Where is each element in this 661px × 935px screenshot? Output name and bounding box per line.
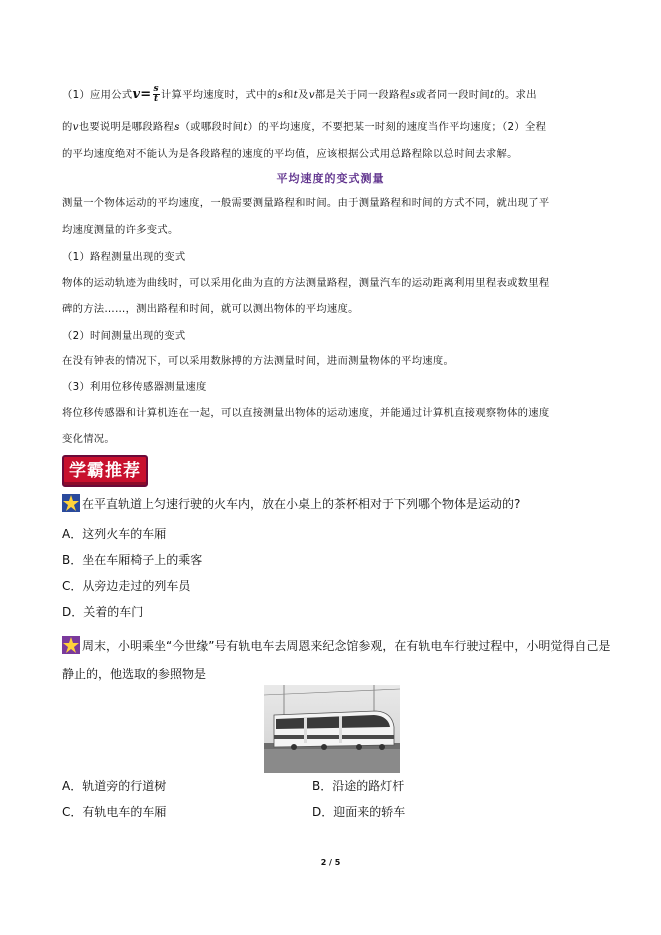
sub2-text: 在没有钟表的情况下，可以采用数脉搏的方法测量时间，进而测量物体的平均速度。	[62, 355, 455, 367]
note-text: （1）应用公式	[62, 89, 133, 101]
formula-numerator: s	[153, 84, 159, 94]
question-2-text: 周末，小明乘坐“今世缘”号有轨电车去周恩来纪念馆参观，在有轨电车行驶过程中，小明觉得自己是	[82, 639, 611, 653]
q2-option-b: B．沿途的路灯杆	[312, 779, 405, 793]
note-line-1	[62, 82, 607, 108]
var-v: v	[72, 121, 79, 133]
note-text: 都是关于同一段路程	[314, 89, 411, 101]
question-1-stem	[62, 490, 520, 518]
formula	[132, 82, 160, 108]
q1-option-a: A．这列火车的车厢	[62, 527, 167, 541]
var-t: t	[293, 89, 299, 101]
q1-option-c: C．从旁边走过的列车员	[62, 579, 191, 593]
var-t: t	[490, 89, 495, 101]
note-text: 或者同一段时间	[415, 89, 490, 101]
note-text: 也要说明是哪段路程	[78, 121, 175, 133]
q1-option-d: D．关着的车门	[62, 605, 144, 619]
formula-v: v	[132, 87, 141, 102]
q1-option-b: B．坐在车厢椅子上的乘客	[62, 553, 203, 567]
var-s: s	[410, 89, 416, 101]
sub3-title: （3）利用位移传感器测量速度	[62, 381, 207, 393]
var-s: s	[277, 89, 284, 101]
note-text: 及	[298, 89, 309, 101]
note-text: 计算平均速度时，式中的	[160, 89, 278, 101]
note-line-2	[62, 114, 607, 140]
sub1-title: （1）路程测量出现的变式	[62, 251, 186, 263]
recommend-badge: 学霸推荐	[62, 455, 148, 487]
note-text: ）的平均速度，不要把某一时刻的速度当作平均速度；（2）全程	[247, 121, 547, 133]
page-number: 2 / 5	[320, 858, 341, 867]
tram-photo	[264, 685, 400, 773]
section-heading: 平均速度的变式测量	[276, 172, 385, 185]
formula-fraction	[153, 85, 160, 104]
var-t: t	[243, 121, 248, 133]
question-1-text: 在平直轨道上匀速行驶的火车内，放在小桌上的茶杯相对于下列哪个物体是运动的?	[82, 497, 521, 511]
formula-denominator: t	[153, 94, 159, 104]
section-intro-1: 测量一个物体运动的平均速度，一般需要测量路程和时间。由于测量路程和时间的方式不同，就出现了平	[62, 197, 550, 209]
question-2-stem-cont: 静止的，他选取的参照物是	[62, 667, 207, 681]
question-icon	[62, 636, 80, 654]
sub3-text-1: 将位移传感器和计算机连在一起，可以直接测量出物体的运动速度，并能通过计算机直接观察物体的速度	[62, 407, 550, 419]
var-s: s	[174, 121, 180, 133]
note-line-3: 的平均速度绝对不能认为是各段路程的速度的平均值，应该根据公式用总路程除以总时间去求解。	[62, 148, 518, 160]
q2-option-a: A．轨道旁的行道树	[62, 779, 167, 793]
q2-option-d: D．迎面来的轿车	[312, 805, 406, 819]
note-text: （或哪段时间	[179, 121, 244, 133]
section-intro-2: 均速度测量的许多变式。	[62, 224, 179, 236]
sub1-text-1: 物体的运动轨迹为曲线时，可以采用化曲为直的方法测量路程，测量汽车的运动距离利用里程表或数里程	[62, 277, 550, 289]
note-text: 的	[62, 121, 73, 133]
var-v: v	[308, 89, 315, 101]
formula-eq: =	[140, 87, 152, 102]
sub2-title: （2）时间测量出现的变式	[62, 330, 186, 342]
note-text: 的。求出	[494, 89, 537, 101]
sub3-text-2: 变化情况。	[62, 433, 115, 445]
question-2-stem	[62, 632, 610, 660]
q2-option-c: C．有轨电车的车厢	[62, 805, 167, 819]
question-icon	[62, 494, 80, 512]
sub1-text-2: 碑的方法……，测出路程和时间，就可以测出物体的平均速度。	[62, 303, 359, 315]
note-text: 和	[283, 89, 294, 101]
